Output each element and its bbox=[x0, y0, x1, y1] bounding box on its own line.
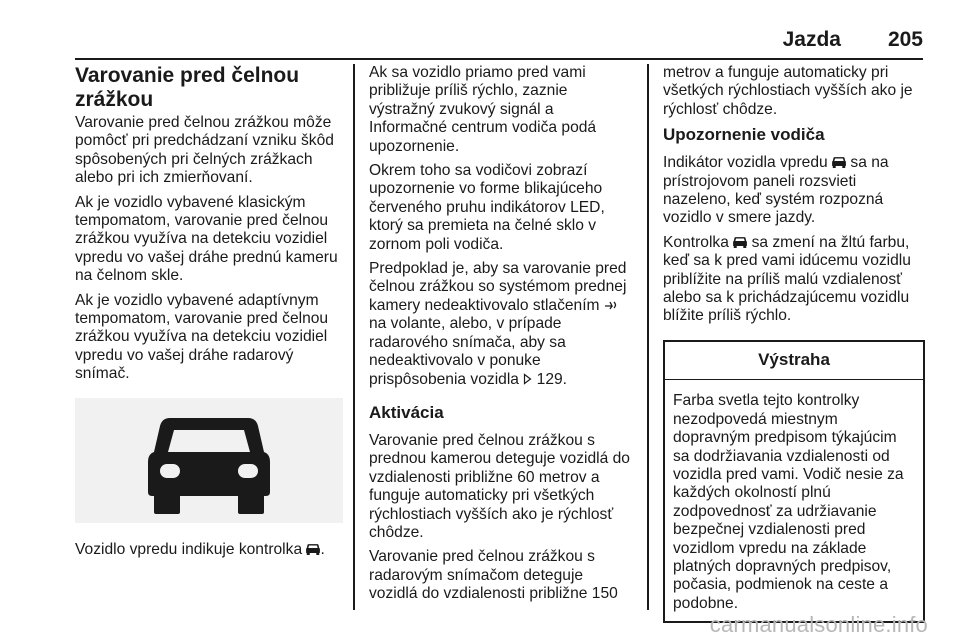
column-divider-left bbox=[353, 64, 355, 610]
warning-box bbox=[663, 340, 925, 623]
vehicle-ahead-figure bbox=[75, 398, 343, 523]
paragraph: Okrem toho sa vodičovi zobrazí upozornenie vo forme blikajúceho červeného pruhu indikátorov LED, ktorý sa premieta na čelné sklo v zornom poli vodiča. bbox=[369, 162, 605, 253]
warning-text: Farba svetla tejto kontrolky nezodpovedá miestnym dopravným predpisom týkajúcim sa dodržiavania vzdialenosti od vozidla pred vami. Vodič nesie za každých okolností plnú zodpovednosť za udržiavanie bezpečnej vzdialenosti pred vozidlom vpredu na základe platných dopravných predpisov, počasia, podmienok na ceste a podobne. bbox=[673, 392, 904, 612]
paragraph-text: sa na prístrojovom paneli rozsvieti nazeleno, keď systém rozpozná vozidlo v smere jazdy. bbox=[663, 154, 889, 227]
vehicle-ahead-icon bbox=[306, 543, 320, 555]
heading-activation: Aktivácia bbox=[369, 402, 444, 422]
paragraph: Ak je vozidlo vybavené adaptívnym tempomatom, varovanie pred čelnou zrážkou využíva na detekciu vozidiel vpredu vo vašej dráhe radarový snímač. bbox=[75, 291, 329, 383]
paragraph-text: Indikátor vozidla vpredu bbox=[663, 154, 828, 172]
vehicle-ahead-icon bbox=[148, 408, 270, 514]
page-reference-icon bbox=[523, 373, 532, 385]
paragraph bbox=[369, 260, 635, 389]
page-number: 205 bbox=[887, 28, 923, 51]
header-rule bbox=[75, 58, 923, 60]
vehicle-ahead-icon bbox=[733, 236, 747, 248]
vehicle-ahead-icon bbox=[832, 156, 846, 168]
paragraph: metrov a funguje automaticky pri všetkých rýchlostiach vyšších ako je rýchlosť chôdze. bbox=[663, 64, 913, 118]
paragraph: Varovanie pred čelnou zrážkou môže pomôcť pri predchádzaní vzniku škôd spôsobených pri čelných zrážkach alebo pri ich zmierňovaní. bbox=[75, 114, 334, 187]
page-reference: 129. bbox=[536, 370, 568, 388]
collision-alert-button-icon bbox=[604, 299, 618, 311]
heading-driver-alert: Upozornenie vodiča bbox=[663, 125, 825, 145]
column-1 bbox=[75, 64, 343, 565]
column-2 bbox=[369, 64, 635, 610]
watermark: carmanualsonline.info bbox=[709, 612, 928, 637]
column-divider-right bbox=[647, 64, 649, 610]
paragraph: Ak je vozidlo vybavené klasickým tempomatom, varovanie pred čelnou zrážkou využíva na detekciu vozidiel vpredu vo vašej dráhe prednú kameru na čelnom skle. bbox=[75, 193, 338, 285]
paragraph-end: . bbox=[320, 540, 325, 558]
paragraph bbox=[663, 154, 925, 228]
article-title: Varovanie pred čelnou zrážkou bbox=[75, 64, 300, 111]
paragraph bbox=[663, 234, 925, 326]
section-title: Jazda bbox=[782, 28, 841, 51]
page-header bbox=[75, 28, 923, 56]
paragraph: Varovanie pred čelnou zrážkou s radarovým snímačom deteguje vozidlá do vzdialenosti približne 150 bbox=[369, 548, 618, 603]
paragraph-text: sa zmení na žltú farbu, keď sa k pred vami idúcemu vozidlu priblížite na príliš malú vzdialenosť alebo sa k prichádzajúcemu vozidlu blížite príliš rýchlo. bbox=[663, 233, 911, 325]
paragraph bbox=[75, 541, 343, 559]
column-3 bbox=[663, 64, 925, 623]
paragraph-text: Kontrolka bbox=[663, 233, 729, 251]
paragraph: Varovanie pred čelnou zrážkou s prednou kamerou deteguje vozidlá do vzdialenosti približne 60 metrov a funguje automaticky pri všetkých rýchlostiach vyšších ako je rýchlosť chôdze. bbox=[369, 431, 630, 541]
warning-title: Výstraha bbox=[665, 342, 923, 380]
paragraph-text: Predpoklad je, aby sa varovanie pred čelnou zrážkou so systémom prednej kamery nedeaktivovalo stlačením bbox=[369, 260, 627, 314]
paragraph: Ak sa vozidlo priamo pred vami približuje príliš rýchlo, zaznie výstražný zvukový signál a Informačné centrum vodiča podá upozornenie. bbox=[369, 64, 597, 155]
paragraph-text: na volante, alebo, v prípade radarového snímača, aby sa nedeaktivovalo v ponuke prispôsobenia vozidla bbox=[369, 315, 566, 388]
paragraph-text: Vozidlo vpredu indikuje kontrolka bbox=[75, 540, 303, 558]
